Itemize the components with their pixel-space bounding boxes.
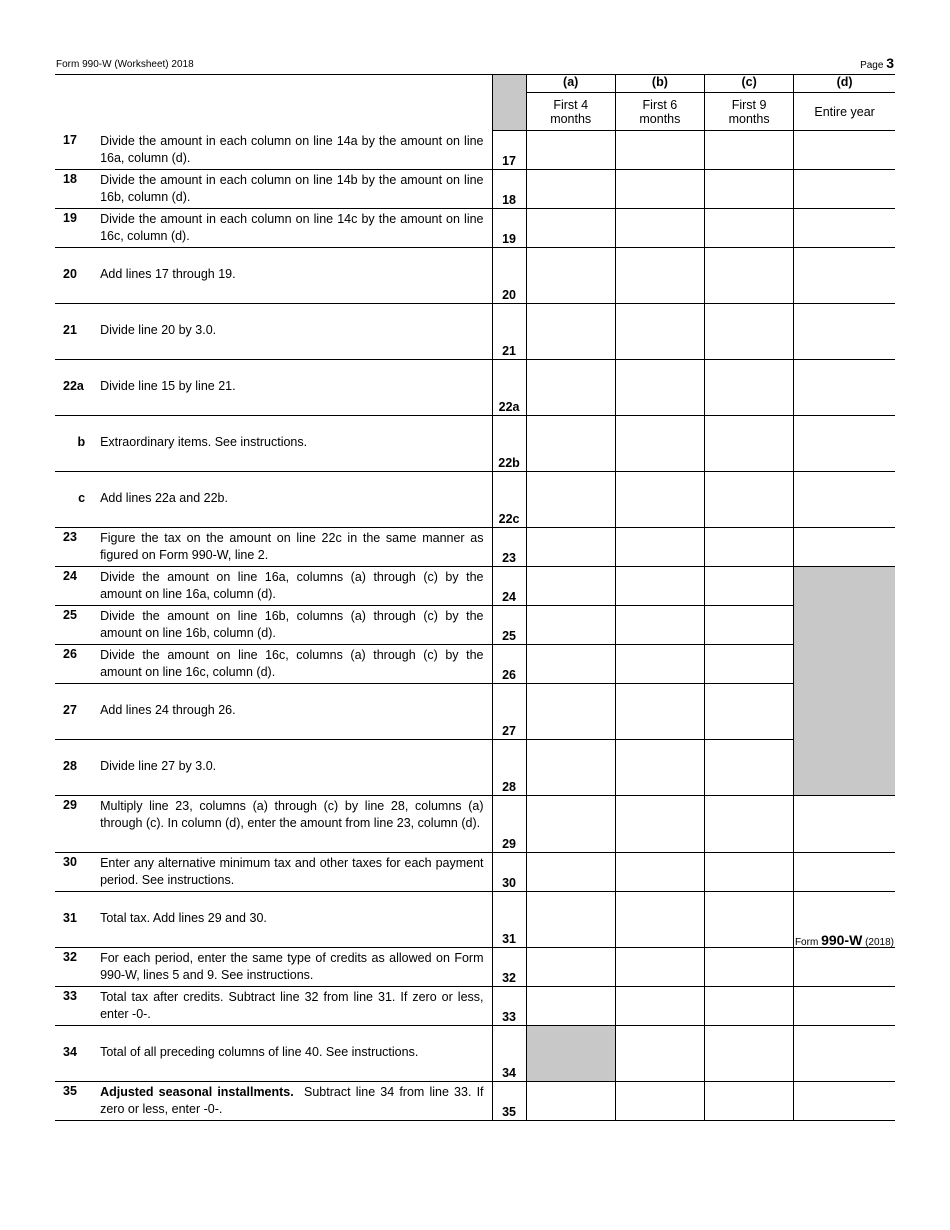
line-31-col-c-input[interactable] xyxy=(705,891,794,947)
line-30-col-a-input[interactable] xyxy=(526,852,615,891)
line-22c-row xyxy=(55,471,895,527)
line-ref: 18 xyxy=(492,169,526,208)
worksheet-table xyxy=(55,75,895,1121)
line-description: Total of all preceding columns of line 40. See instructions. xyxy=(93,1025,492,1081)
line-description: Divide the amount in each column on line 14b by the amount on line 16b, column (d). xyxy=(93,169,492,208)
line-ref: 22c xyxy=(492,471,526,527)
line-description: Multiply line 23, columns (a) through (c) by line 28, columns (a) through (c). In column (d), enter the amount from line 23, column (d). xyxy=(93,795,492,852)
line-28-col-a-input[interactable] xyxy=(526,739,615,795)
page-indicator xyxy=(860,55,894,71)
line-35-col-b-input[interactable] xyxy=(615,1081,704,1120)
line-ref: 22a xyxy=(492,359,526,415)
line-number: 17 xyxy=(55,131,93,170)
line-24-col-d-shaded xyxy=(794,566,895,605)
line-ref-header xyxy=(492,75,526,93)
line-22b-col-c-input[interactable] xyxy=(705,415,794,471)
line-22c-col-d-input[interactable] xyxy=(794,471,895,527)
line-26-col-a-input[interactable] xyxy=(526,644,615,683)
line-30-col-c-input[interactable] xyxy=(705,852,794,891)
line-29-col-d-input[interactable] xyxy=(794,795,895,852)
line-17-col-c-input[interactable] xyxy=(705,131,794,170)
column-letter-row xyxy=(55,75,895,93)
line-number: 21 xyxy=(55,303,93,359)
line-29-col-a-input[interactable] xyxy=(526,795,615,852)
line-18-col-c-input[interactable] xyxy=(705,169,794,208)
line-29-col-b-input[interactable] xyxy=(615,795,704,852)
line-21-col-d-input[interactable] xyxy=(794,303,895,359)
line-description: Add lines 22a and 22b. xyxy=(93,471,492,527)
line-21-row xyxy=(55,303,895,359)
line-17-col-d-input[interactable] xyxy=(794,131,895,170)
line-19-col-d-input[interactable] xyxy=(794,208,895,247)
line-22a-row xyxy=(55,359,895,415)
line-22c-col-c-input[interactable] xyxy=(705,471,794,527)
page-number: 3 xyxy=(886,55,894,71)
line-ref: 33 xyxy=(492,986,526,1025)
form-title: Form 990-W (Worksheet) 2018 xyxy=(56,59,194,70)
line-32-col-d-input[interactable] xyxy=(794,947,895,986)
col-d-letter: (d) xyxy=(794,75,895,93)
line-19-col-b-input[interactable] xyxy=(615,208,704,247)
line-23-col-c-input[interactable] xyxy=(705,527,794,566)
line-26-col-d-shaded xyxy=(794,644,895,683)
line-34-row xyxy=(55,1025,895,1081)
col-b-letter: (b) xyxy=(615,75,704,93)
line-34-col-b-input[interactable] xyxy=(615,1025,704,1081)
line-20-col-b-input[interactable] xyxy=(615,247,704,303)
line-23-row xyxy=(55,527,895,566)
line-ref: 24 xyxy=(492,566,526,605)
line-25-row xyxy=(55,605,895,644)
line-27-col-a-input[interactable] xyxy=(526,683,615,739)
col-a-letter: (a) xyxy=(526,75,615,93)
line-30-row xyxy=(55,852,895,891)
line-ref: 19 xyxy=(492,208,526,247)
line-ref: 31 xyxy=(492,891,526,947)
line-ref: 28 xyxy=(492,739,526,795)
line-22b-col-a-input[interactable] xyxy=(526,415,615,471)
line-number: b xyxy=(55,415,93,471)
line-ref: 21 xyxy=(492,303,526,359)
line-24-col-b-input[interactable] xyxy=(615,566,704,605)
line-21-col-c-input[interactable] xyxy=(705,303,794,359)
line-ref: 27 xyxy=(492,683,526,739)
line-description: For each period, enter the same type of credits as allowed on Form 990-W, lines 5 and 9. See instructions. xyxy=(93,947,492,986)
line-number: 24 xyxy=(55,566,93,605)
line-ref: 20 xyxy=(492,247,526,303)
footer-form-name: 990-W xyxy=(821,932,863,948)
line-number: 20 xyxy=(55,247,93,303)
line-description: Divide the amount in each column on line 14c by the amount on line 16c, column (d). xyxy=(93,208,492,247)
col-a-period: First 4 months xyxy=(526,93,615,131)
line-description: Divide the amount on line 16c, columns (a) through (c) by the amount on line 16c, column (d). xyxy=(93,644,492,683)
line-number: c xyxy=(55,471,93,527)
line-description: Divide line 27 by 3.0. xyxy=(93,739,492,795)
line-29-col-c-input[interactable] xyxy=(705,795,794,852)
line-18-col-b-input[interactable] xyxy=(615,169,704,208)
line-20-col-a-input[interactable] xyxy=(526,247,615,303)
line-22b-row xyxy=(55,415,895,471)
line-number: 28 xyxy=(55,739,93,795)
line-30-col-d-input[interactable] xyxy=(794,852,895,891)
line-26-col-c-input[interactable] xyxy=(705,644,794,683)
line-23-col-a-input[interactable] xyxy=(526,527,615,566)
col-c-letter: (c) xyxy=(705,75,794,93)
line-26-row xyxy=(55,644,895,683)
line-number: 32 xyxy=(55,947,93,986)
line-32-col-c-input[interactable] xyxy=(705,947,794,986)
line-description: Total tax after credits. Subtract line 32 from line 31. If zero or less, enter -0-. xyxy=(93,986,492,1025)
line-17-col-a-input[interactable] xyxy=(526,131,615,170)
form-footer xyxy=(795,932,894,948)
line-22a-col-a-input[interactable] xyxy=(526,359,615,415)
line-description: Divide the amount on line 16b, columns (a) through (c) by the amount on line 16b, column (d). xyxy=(93,605,492,644)
line-22b-col-b-input[interactable] xyxy=(615,415,704,471)
col-b-period: First 6 months xyxy=(615,93,704,131)
line-18-row xyxy=(55,169,895,208)
line-description: Figure the tax on the amount on line 22c in the same manner as figured on Form 990-W, line 2. xyxy=(93,527,492,566)
line-description: Divide line 20 by 3.0. xyxy=(93,303,492,359)
line-27-col-d-shaded xyxy=(794,683,895,739)
line-31-row xyxy=(55,891,895,947)
line-number: 34 xyxy=(55,1025,93,1081)
line-17-row xyxy=(55,131,895,170)
line-28-col-c-input[interactable] xyxy=(705,739,794,795)
line-34-col-c-input[interactable] xyxy=(705,1025,794,1081)
line-ref: 23 xyxy=(492,527,526,566)
line-23-col-b-input[interactable] xyxy=(615,527,704,566)
line-20-col-d-input[interactable] xyxy=(794,247,895,303)
line-description: Divide the amount in each column on line 14a by the amount on line 16a, column (d). xyxy=(93,131,492,170)
line-21-col-b-input[interactable] xyxy=(615,303,704,359)
line-35-col-d-input[interactable] xyxy=(794,1081,895,1120)
line-description: Add lines 17 through 19. xyxy=(93,247,492,303)
line-35-col-a-input[interactable] xyxy=(526,1081,615,1120)
line-24-row xyxy=(55,566,895,605)
line-18-col-d-input[interactable] xyxy=(794,169,895,208)
line-description: Extraordinary items. See instructions. xyxy=(93,415,492,471)
line-22c-col-b-input[interactable] xyxy=(615,471,704,527)
footer-prefix: Form xyxy=(794,937,819,948)
line-ref: 29 xyxy=(492,795,526,852)
line-number: 19 xyxy=(55,208,93,247)
line-number: 23 xyxy=(55,527,93,566)
col-d-period: Entire year xyxy=(794,93,895,131)
line-number: 22a xyxy=(55,359,93,415)
line-33-col-a-input[interactable] xyxy=(526,986,615,1025)
line-ref: 25 xyxy=(492,605,526,644)
line-30-col-b-input[interactable] xyxy=(615,852,704,891)
line-29-row xyxy=(55,795,895,852)
line-ref: 35 xyxy=(492,1081,526,1120)
line-22b-col-d-input[interactable] xyxy=(794,415,895,471)
line-27-row xyxy=(55,683,895,739)
line-25-col-c-input[interactable] xyxy=(705,605,794,644)
footer-year: (2018) xyxy=(865,937,894,948)
line-19-col-c-input[interactable] xyxy=(705,208,794,247)
line-number: 27 xyxy=(55,683,93,739)
line-description xyxy=(93,1081,492,1120)
line-20-row xyxy=(55,247,895,303)
line-28-row xyxy=(55,739,895,795)
line-27-col-b-input[interactable] xyxy=(615,683,704,739)
line-number: 35 xyxy=(55,1081,93,1120)
line-33-row xyxy=(55,986,895,1025)
column-period-row xyxy=(55,93,895,131)
line-35-bold-label: Adjusted seasonal installments. xyxy=(100,1084,294,1099)
line-35-text: Subtract line 34 from line 33. If zero or less, enter -0-. xyxy=(100,1084,484,1116)
line-description: Total tax. Add lines 29 and 30. xyxy=(93,891,492,947)
line-number: 33 xyxy=(55,986,93,1025)
line-22c-col-a-input[interactable] xyxy=(526,471,615,527)
line-21-col-a-input[interactable] xyxy=(526,303,615,359)
line-34-col-a-shaded xyxy=(526,1025,615,1081)
line-number: 30 xyxy=(55,852,93,891)
line-description: Divide the amount on line 16a, columns (a) through (c) by the amount on line 16a, column (d). xyxy=(93,566,492,605)
line-33-col-b-input[interactable] xyxy=(615,986,704,1025)
line-33-col-c-input[interactable] xyxy=(705,986,794,1025)
line-23-col-d-input[interactable] xyxy=(794,527,895,566)
line-25-col-d-shaded xyxy=(794,605,895,644)
line-34-col-d-input[interactable] xyxy=(794,1025,895,1081)
line-ref: 26 xyxy=(492,644,526,683)
line-ref: 17 xyxy=(492,131,526,170)
line-24-col-c-input[interactable] xyxy=(705,566,794,605)
line-19-row xyxy=(55,208,895,247)
line-description: Enter any alternative minimum tax and other taxes for each payment period. See instructions. xyxy=(93,852,492,891)
line-22a-col-d-input[interactable] xyxy=(794,359,895,415)
line-ref: 30 xyxy=(492,852,526,891)
line-number: 25 xyxy=(55,605,93,644)
col-c-period: First 9 months xyxy=(705,93,794,131)
line-18-col-a-input[interactable] xyxy=(526,169,615,208)
line-number: 29 xyxy=(55,795,93,852)
line-19-col-a-input[interactable] xyxy=(526,208,615,247)
line-description: Divide line 15 by line 21. xyxy=(93,359,492,415)
line-26-col-b-input[interactable] xyxy=(615,644,704,683)
line-32-col-b-input[interactable] xyxy=(615,947,704,986)
line-32-col-a-input[interactable] xyxy=(526,947,615,986)
line-25-col-a-input[interactable] xyxy=(526,605,615,644)
line-number: 26 xyxy=(55,644,93,683)
line-24-col-a-input[interactable] xyxy=(526,566,615,605)
line-description: Add lines 24 through 26. xyxy=(93,683,492,739)
line-20-col-c-input[interactable] xyxy=(705,247,794,303)
line-28-col-d-shaded xyxy=(794,739,895,795)
line-ref: 34 xyxy=(492,1025,526,1081)
line-35-col-c-input[interactable] xyxy=(705,1081,794,1120)
line-27-col-c-input[interactable] xyxy=(705,683,794,739)
line-ref: 32 xyxy=(492,947,526,986)
line-31-col-a-input[interactable] xyxy=(526,891,615,947)
page-label: Page xyxy=(860,60,884,71)
line-ref: 22b xyxy=(492,415,526,471)
line-33-col-d-input[interactable] xyxy=(794,986,895,1025)
line-31-col-b-input[interactable] xyxy=(615,891,704,947)
line-22a-col-c-input[interactable] xyxy=(705,359,794,415)
line-28-col-b-input[interactable] xyxy=(615,739,704,795)
line-35-row xyxy=(55,1081,895,1120)
line-22a-col-b-input[interactable] xyxy=(615,359,704,415)
line-number: 31 xyxy=(55,891,93,947)
line-17-col-b-input[interactable] xyxy=(615,131,704,170)
line-32-row xyxy=(55,947,895,986)
line-25-col-b-input[interactable] xyxy=(615,605,704,644)
line-number: 18 xyxy=(55,169,93,208)
